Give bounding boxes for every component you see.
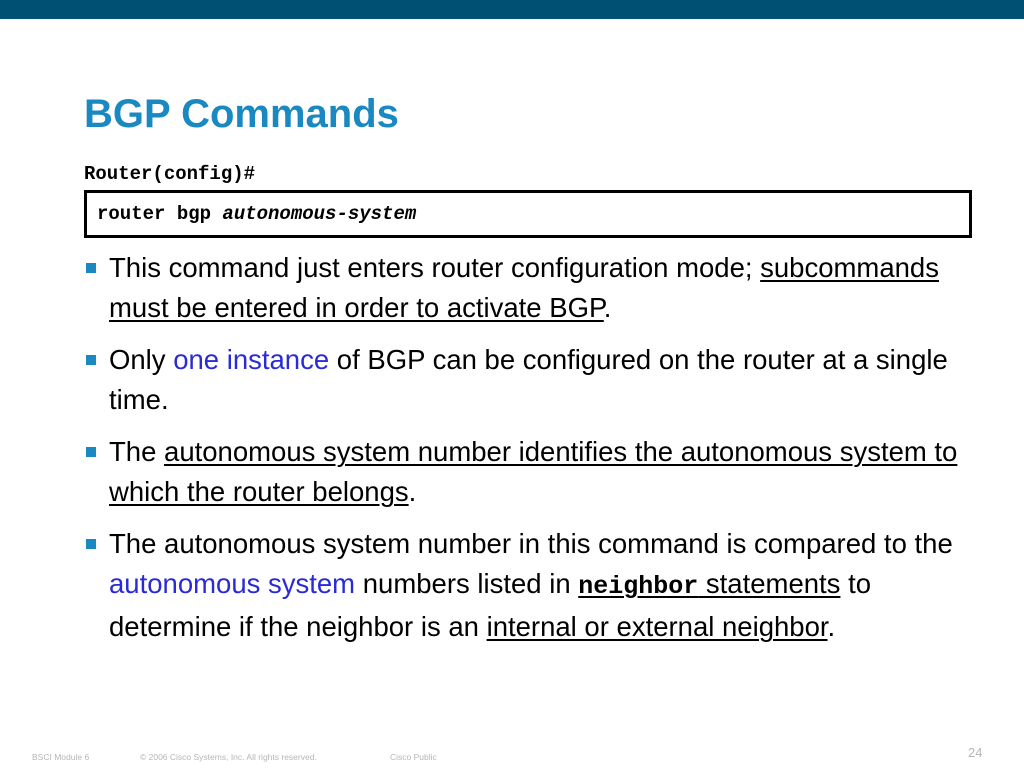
slide-page-number: 24 — [968, 745, 983, 760]
command-syntax-box — [84, 190, 972, 238]
bullet-item — [84, 248, 984, 328]
command-syntax — [97, 202, 416, 226]
bullet-text: This command just enters router configuration mode; — [109, 252, 761, 283]
bullet-list — [84, 248, 984, 659]
bullet-text: The — [109, 436, 165, 467]
square-bullet-icon — [86, 447, 96, 457]
bullet-underlined-text: autonomous system number identifies the autonomous system to which the router belongs — [109, 436, 958, 507]
bullet-item — [84, 340, 984, 420]
bullet-text: . — [827, 611, 836, 642]
bullet-item — [84, 524, 984, 647]
footer-classification: Cisco Public — [390, 752, 437, 762]
footer-module-label: BSCI Module 6 — [32, 752, 90, 762]
bullet-text: Only — [109, 344, 174, 375]
bullet-highlight-text: one instance — [173, 344, 330, 375]
bullet-text: to determine if the neighbor is an — [109, 568, 872, 642]
bullet-underlined-text: statements — [698, 568, 841, 599]
slide-title: BGP Commands — [84, 92, 399, 136]
square-bullet-icon — [86, 539, 96, 549]
bullet-underlined-text: subcommands must be entered in order to activate BGP — [109, 252, 939, 323]
bullet-text: of BGP can be configured on the router at a single time. — [109, 344, 948, 415]
bullet-highlight-text: autonomous system — [109, 568, 356, 599]
square-bullet-icon — [86, 355, 96, 365]
square-bullet-icon — [86, 263, 96, 273]
command-keyword: router bgp — [97, 203, 223, 225]
bullet-text: numbers listed in — [355, 568, 579, 599]
bullet-text: . — [603, 292, 612, 323]
top-banner — [0, 0, 1024, 19]
footer-copyright: © 2006 Cisco Systems, Inc. All rights reserved. — [140, 752, 317, 762]
config-prompt: Router(config)# — [84, 163, 256, 185]
bullet-text: . — [408, 476, 417, 507]
neighbor-keyword: neighbor — [578, 572, 699, 601]
bullet-item — [84, 432, 984, 512]
bullet-text: The autonomous system number in this command is compared to the — [109, 528, 953, 559]
command-argument: autonomous-system — [222, 203, 417, 225]
bullet-underlined-text: internal or external neighbor — [486, 611, 828, 642]
